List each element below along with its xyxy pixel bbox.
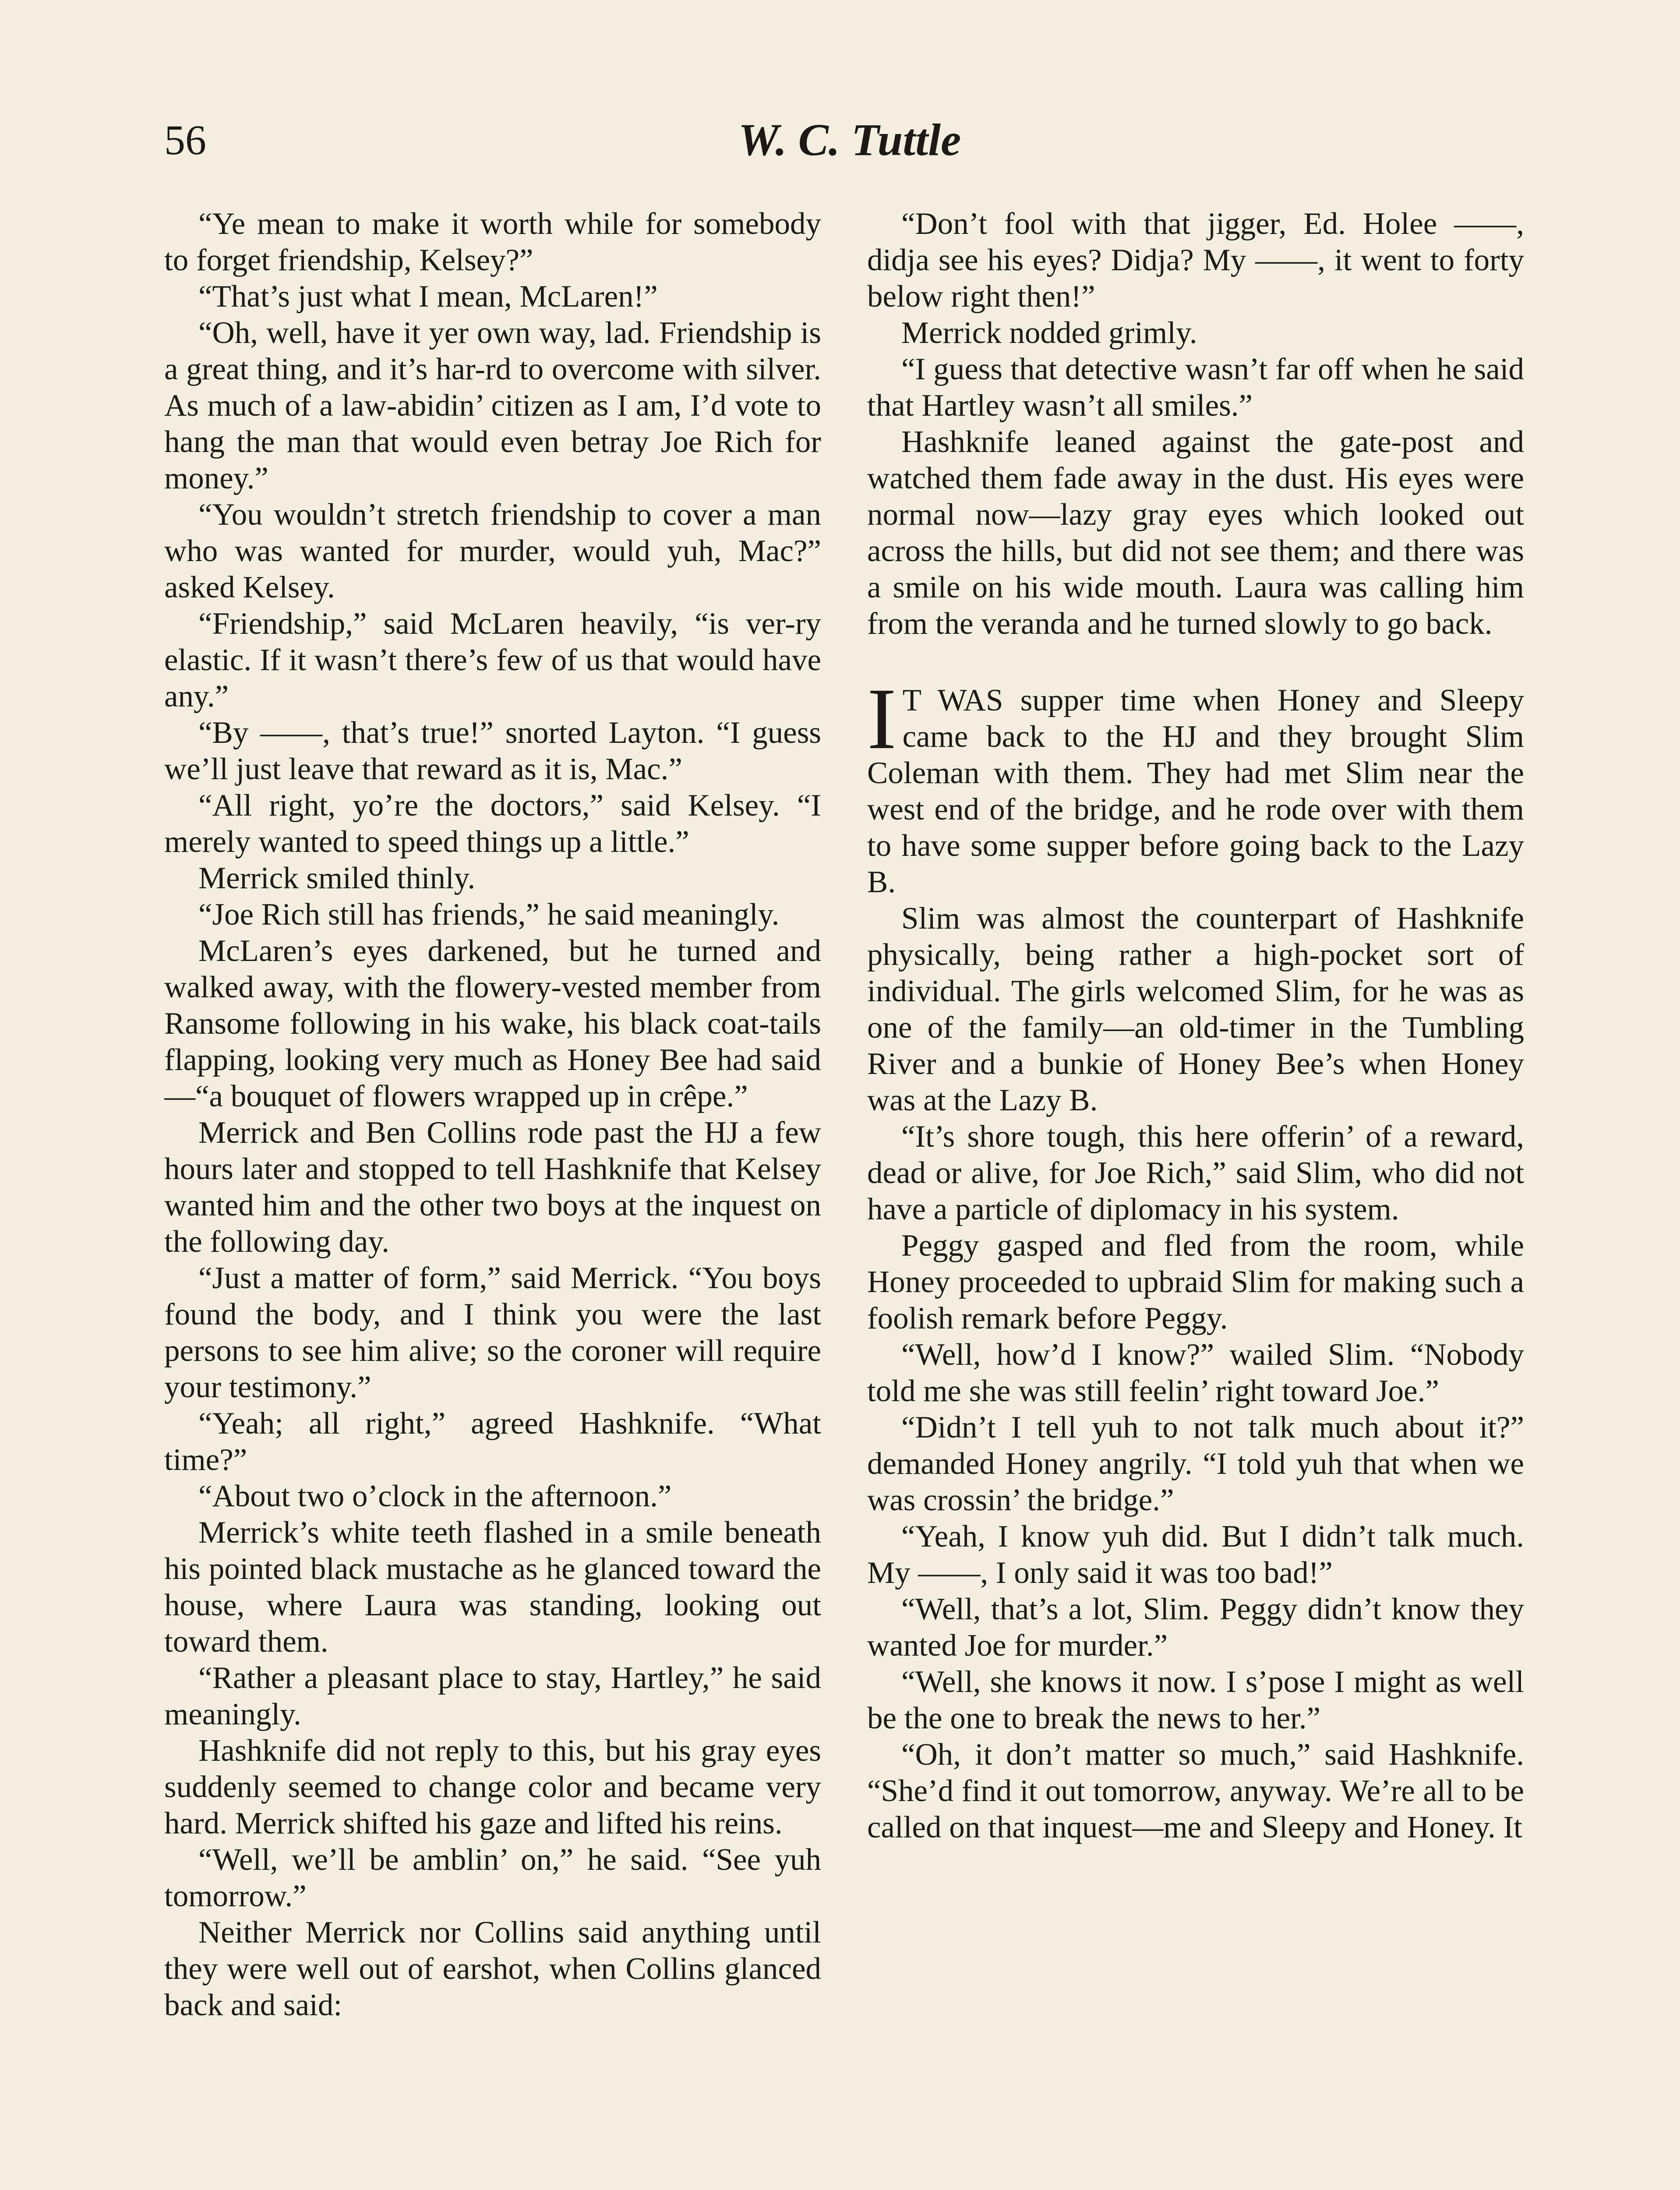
right-column bbox=[867, 206, 1524, 2190]
paragraph: “Well, that’s a lot, Slim. Peggy didn’t know they wanted Joe for murder.” bbox=[867, 1592, 1524, 1663]
left-column bbox=[164, 206, 821, 2190]
paragraph: “Ye mean to make it worth while for somebody to forget friendship, Kelsey?” bbox=[164, 207, 821, 277]
paragraph: “Friendship,” said McLaren heavily, “is ver-ry elastic. If it wasn’t there’s few of us that would have any.” bbox=[164, 607, 821, 714]
paragraph: “It’s shore tough, this here offerin’ of a reward, dead or alive, for Joe Rich,” said Slim, who did not have a particle of diplomacy in his system. bbox=[867, 1120, 1524, 1226]
paragraph: “Didn’t I tell yuh to not talk much about it?” demanded Honey angrily. “I told yuh that when we was crossin’ the bridge.” bbox=[867, 1410, 1524, 1517]
paragraph: “Well, we’ll be amblin’ on,” he said. “See yuh tomorrow.” bbox=[164, 1843, 821, 1913]
paragraph: Merrick’s white teeth flashed in a smile beneath his pointed black mustache as he glanced toward the house, where Laura was standing, looking out toward them. bbox=[164, 1515, 821, 1659]
paragraph: Slim was almost the counterpart of Hashknife physically, being rather a high-pocket sort of individual. The girls welcomed Slim, for he was as one of the family—an old-timer in the Tumbling River and a bunkie of Honey Bee’s when Honey was at the Lazy B. bbox=[867, 901, 1524, 1117]
paragraph: “Rather a pleasant place to stay, Hartley,” he said meaningly. bbox=[164, 1661, 821, 1731]
page-number: 56 bbox=[164, 117, 206, 163]
paragraph: “About two o’clock in the afternoon.” bbox=[198, 1479, 672, 1513]
paragraph: “All right, yo’re the doctors,” said Kelsey. “I merely wanted to speed things up a little.” bbox=[164, 788, 821, 859]
paragraph: “Just a matter of form,” said Merrick. “You boys found the body, and I think you were the last persons to see him alive; so the coroner will require your testimony.” bbox=[164, 1261, 821, 1404]
paragraph: “By ——, that’s true!” snorted Layton. “I guess we’ll just leave that reward as it is, Mac.” bbox=[164, 716, 821, 786]
paragraph: Merrick smiled thinly. bbox=[198, 861, 476, 895]
paragraph: Neither Merrick nor Collins said anything until they were well out of earshot, when Collins glanced back and said: bbox=[164, 1915, 821, 2022]
paragraph: Merrick and Ben Collins rode past the HJ a few hours later and stopped to tell Hashknife that Kelsey wanted him and the other two boys at the inquest on the following day. bbox=[164, 1116, 821, 1259]
paragraph: “That’s just what I mean, McLaren!” bbox=[198, 279, 658, 314]
paragraph: Peggy gasped and fled from the room, while Honey proceeded to upbraid Slim for making such a foolish remark before Peggy. bbox=[867, 1229, 1524, 1335]
paragraph: “Joe Rich still has friends,” he said meaningly. bbox=[198, 897, 780, 932]
section-lead-text: T WAS supper time when Honey and Sleepy came back to the HJ and they brought Slim Coleman with them. They had met Slim near the west end of the bridge, and he rode over with them to have some supper before going back to the Lazy B. bbox=[867, 683, 1524, 899]
paragraph: “Oh, it don’t matter so much,” said Hashknife. “She’d find it out tomorrow, anyway. We’re all to be called on that inquest—me and Sleepy and Honey. It bbox=[867, 1738, 1524, 1844]
paragraph: “Yeah; all right,” agreed Hashknife. “What time?” bbox=[164, 1406, 821, 1477]
paragraph: “I guess that detective wasn’t far off when he said that Hartley wasn’t all smiles.” bbox=[867, 352, 1524, 423]
paragraph: “Well, she knows it now. I s’pose I might as well be the one to break the news to her.” bbox=[867, 1665, 1524, 1735]
paragraph: “Well, how’d I know?” wailed Slim. “Nobody told me she was still feelin’ right toward Joe.” bbox=[867, 1338, 1524, 1408]
paragraph: “Oh, well, have it yer own way, lad. Friendship is a great thing, and it’s har-rd to overcome with silver. As much of a law-abidin’ citizen as I am, I’d vote to hang the man that would even betray Joe Rich for money.” bbox=[164, 316, 821, 495]
running-title: W. C. Tuttle bbox=[738, 115, 961, 165]
section-start-paragraph bbox=[867, 671, 1524, 901]
paragraph: Hashknife leaned against the gate-post and watched them fade away in the dust. His eyes were normal now—lazy gray eyes which looked out across the hills, but did not see them; and there was a smile on his wide mouth. Laura was calling him from the veranda and he turned slowly to go back. bbox=[867, 425, 1524, 641]
page-header bbox=[164, 107, 1535, 173]
drop-cap: I bbox=[867, 671, 896, 767]
paragraph: Hashknife did not reply to this, but his gray eyes suddenly seemed to change color and became very hard. Merrick shifted his gaze and lifted his reins. bbox=[164, 1734, 821, 1840]
paragraph: “You wouldn’t stretch friendship to cover a man who was wanted for murder, would yuh, Mac?” asked Kelsey. bbox=[164, 498, 821, 604]
paragraph: Merrick nodded grimly. bbox=[901, 316, 1197, 350]
paragraph: McLaren’s eyes darkened, but he turned and walked away, with the flowery-vested member from Ransome following in his wake, his black coat-tails flapping, looking very much as Honey Bee had said—“a bouquet of flowers wrapped up in crêpe.” bbox=[164, 934, 821, 1113]
paragraph: “Yeah, I know yuh did. But I didn’t talk much. My ——, I only said it was too bad!” bbox=[867, 1519, 1524, 1590]
paragraph: “Don’t fool with that jigger, Ed. Holee ——, didja see his eyes? Didja? My ——, it went to forty below right then!” bbox=[867, 207, 1524, 314]
